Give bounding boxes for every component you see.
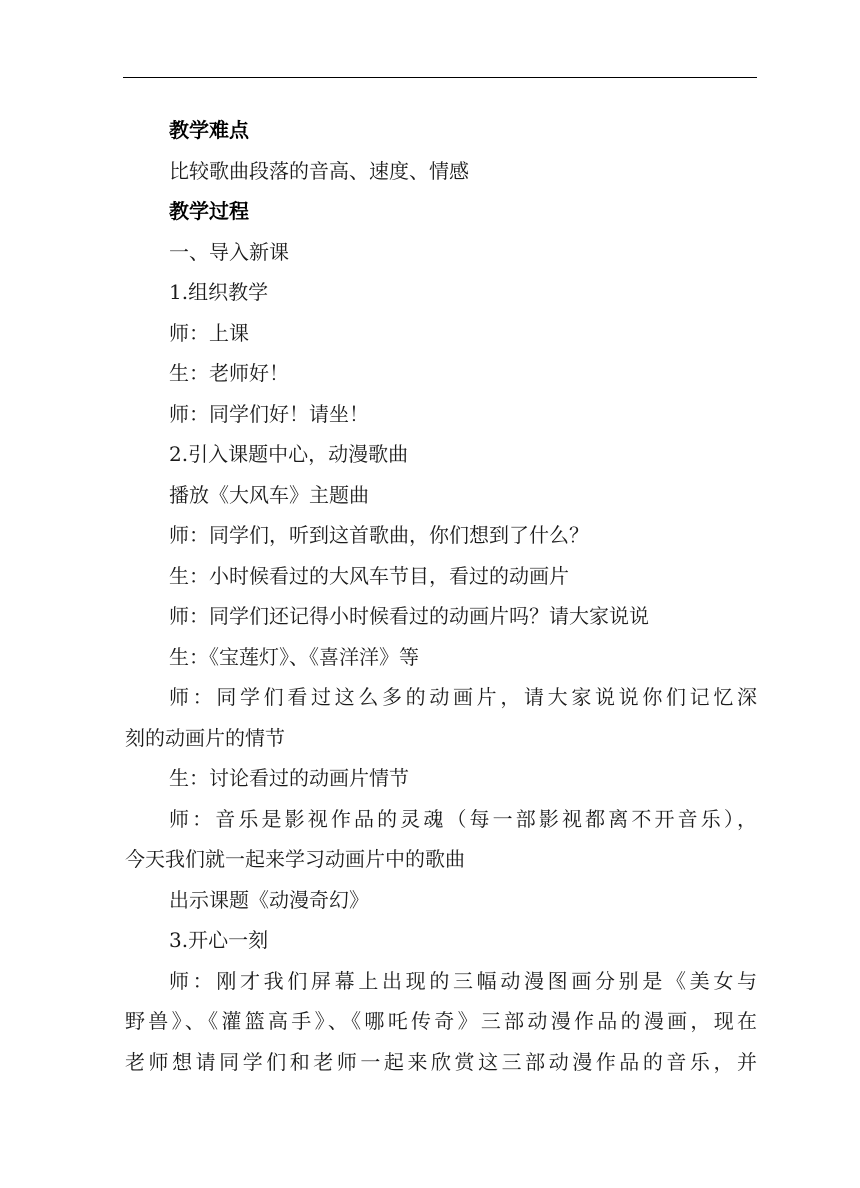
text-line: 今天我们就一起来学习动画片中的歌曲: [125, 847, 465, 871]
text-line: 2.引入课题中心，动漫歌曲: [169, 442, 409, 466]
section-heading: 教学难点: [169, 118, 249, 142]
text-line: 1.组织教学: [169, 280, 269, 304]
text-line: 师：同学们，听到这首歌曲，你们想到了什么？: [169, 523, 589, 547]
text-line: 师：同学们还记得小时候看过的动画片吗？请大家说说: [169, 604, 649, 628]
text-line: 师：上课: [169, 320, 249, 345]
text-line: 比较歌曲段落的音高、速度、情感: [169, 158, 469, 183]
text-line: 师：同学们好！请坐！: [169, 401, 369, 426]
text-line: 生：《宝莲灯》、《喜洋洋》等: [169, 644, 419, 669]
text-line: 老师想请同学们和老师一起来欣赏这三部动漫作品的音乐，并: [125, 1049, 757, 1074]
header-rule: [123, 77, 757, 78]
text-line: 师：音乐是影视作品的灵魂（每一部影视都离不开音乐），: [169, 806, 757, 831]
text-line: 野兽》、《灌篮高手》、《哪吒传奇》三部动漫作品的漫画，现在: [125, 1009, 757, 1033]
text-line: 刻的动画片的情节: [125, 725, 285, 750]
text-line: 师：同学们看过这么多的动画片，请大家说说你们记忆深: [169, 685, 757, 709]
text-line: 一、导入新课: [169, 239, 289, 264]
text-line: 出示课题《动漫奇幻》: [169, 887, 369, 912]
text-line: 播放《大风车》主题曲: [169, 482, 369, 507]
document-body: [125, 110, 757, 1082]
text-line: 3.开心一刻: [169, 928, 269, 952]
text-line: 生：讨论看过的动画片情节: [169, 766, 409, 790]
section-heading: 教学过程: [169, 199, 249, 223]
text-line: 生：小时候看过的大风车节目，看过的动画片: [169, 563, 569, 588]
text-line: 生：老师好！: [169, 361, 289, 385]
text-line: 师：刚才我们屏幕上出现的三幅动漫图画分别是《美女与: [169, 968, 757, 993]
